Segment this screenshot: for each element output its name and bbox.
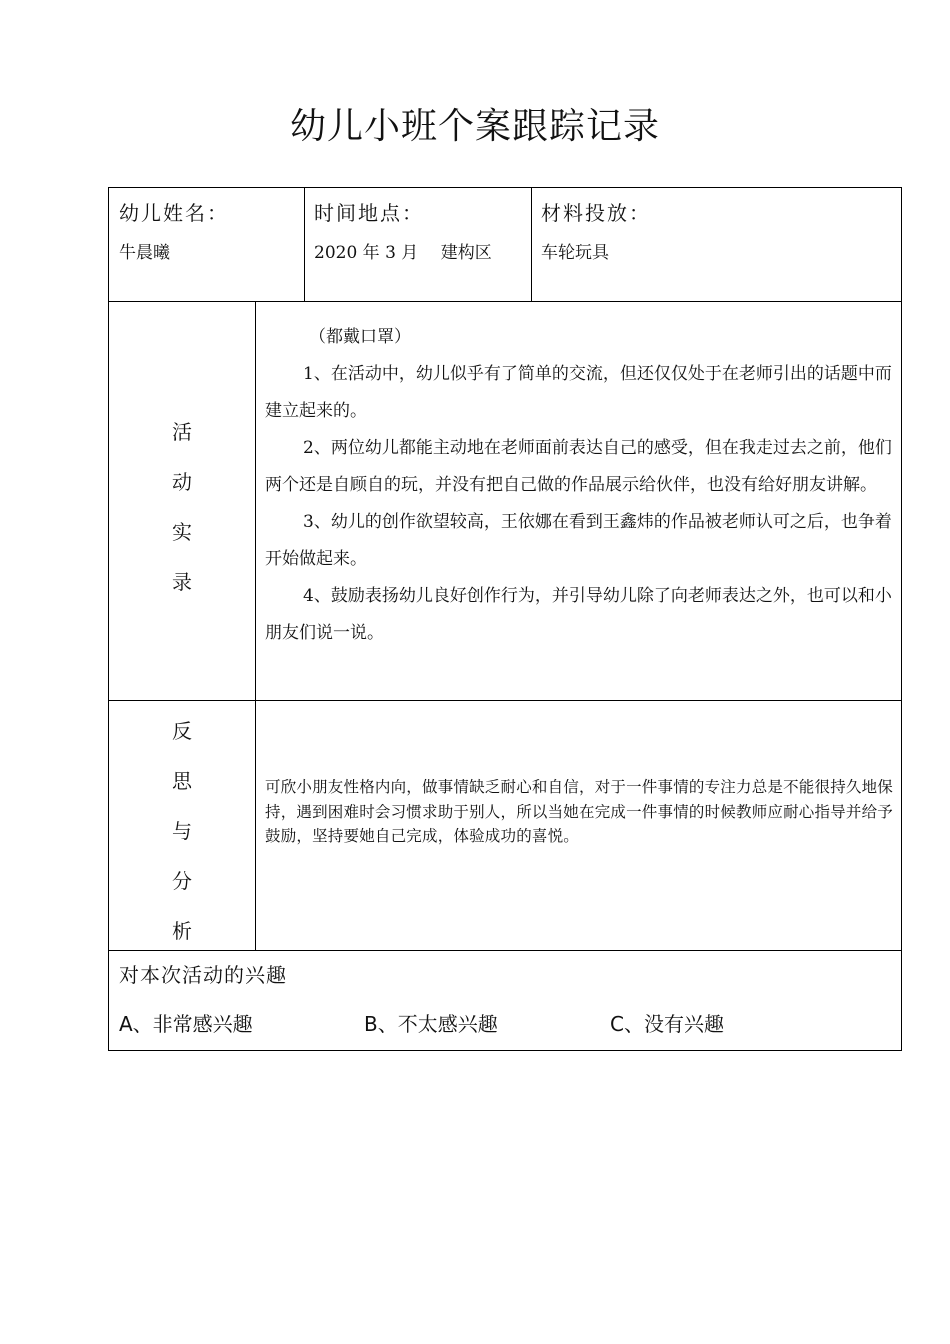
divider [531,187,532,302]
activity-paragraph: 1、在活动中，幼儿似乎有了简单的交流，但还仅仅处于在老师引出的话题中而建立起来的。 [265,364,892,421]
name-value: 牛晨曦 [119,243,170,263]
label-char: 录 [172,570,192,594]
divider [108,301,902,302]
reflection-content: 可欣小朋友性格内向，做事情缺乏耐心和自信，对于一件事情的专注力总是不能很持久地保持，遇到困难时会习惯求助于别人，所以当她在完成一件事情的时候教师应耐心指导并给予鼓励，坚持要她自己完成，体验成功的喜悦。 [265,778,894,845]
option-not-interested: C、没有兴趣 [610,1012,724,1036]
option-very-interested: A、非常感兴趣 [119,1012,253,1036]
divider [108,950,902,951]
label-char: 活 [172,420,192,444]
interest-label: 对本次活动的兴趣 [119,963,287,987]
activity-paragraph: （都戴口罩） [309,327,411,347]
activity-paragraph: 3、幼儿的创作欲望较高，王依娜在看到王鑫炜的作品被老师认可之后，也争着开始做起来。 [265,512,892,569]
divider [108,700,902,701]
label-char: 与 [172,819,192,843]
activity-paragraph: 2、两位幼儿都能主动地在老师面前表达自己的感受，但在我走过去之前，他们两个还是自顾自的玩，并没有把自己做的作品展示给伙伴，也没有给好朋友讲解。 [265,438,892,495]
activity-paragraph: 4、鼓励表扬幼儿良好创作行为，并引导幼儿除了向老师表达之外，也可以和小朋友们说一说。 [265,586,892,643]
material-value: 车轮玩具 [541,243,609,263]
label-char: 实 [172,520,192,544]
page-title: 幼儿小班个案跟踪记录 [289,106,660,147]
label-char: 思 [172,769,192,793]
divider [255,301,256,951]
reflection-label [162,706,202,956]
activity-record-label [162,407,202,607]
activity-record-content [265,319,893,652]
label-char: 分 [172,869,192,893]
name-label: 幼儿姓名： [119,201,229,225]
time-place-label: 时间地点： [314,201,424,225]
label-char: 析 [172,919,192,943]
label-char: 动 [172,470,192,494]
divider [304,187,305,302]
label-char: 反 [172,719,192,743]
option-not-very-interested: B、不太感兴趣 [364,1012,498,1036]
time-place-value: 2020 年 3 月 建构区 [314,243,492,263]
material-label: 材料投放： [541,201,651,225]
